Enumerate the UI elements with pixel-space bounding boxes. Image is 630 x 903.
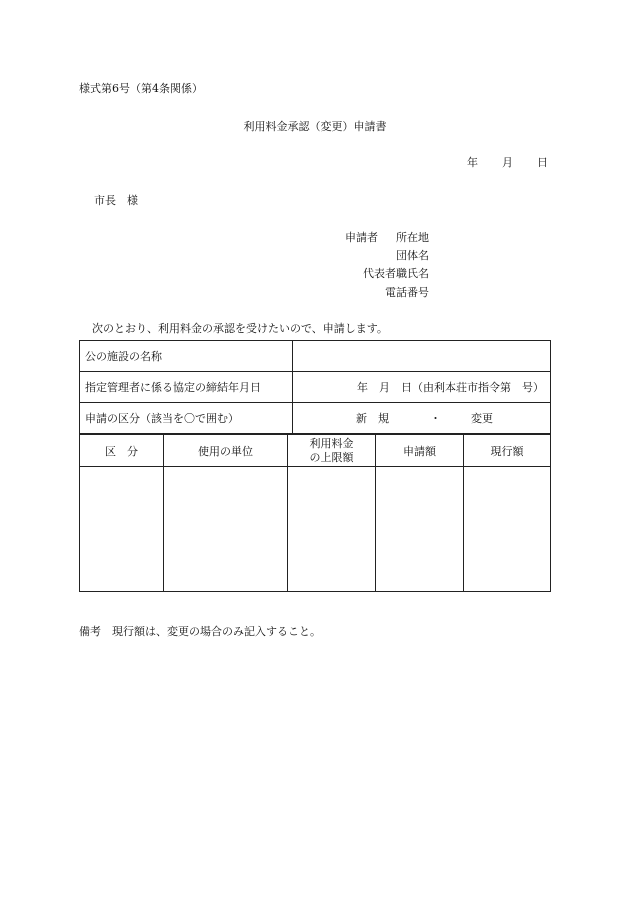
applicant-role-label: 申請者: [345, 231, 378, 244]
header-category: 区 分: [80, 434, 164, 467]
header-fee-upper-limit: [288, 434, 376, 467]
header-fee-upper-limit-line2: の上限額: [309, 450, 354, 464]
fee-table: [79, 433, 551, 592]
agreement-row: [80, 372, 551, 403]
category-cell[interactable]: [80, 467, 164, 592]
category-row: [80, 403, 551, 434]
category-option-change[interactable]: 変更: [471, 412, 493, 425]
facility-name-label: 公の施設の名称: [80, 341, 293, 372]
usage-unit-cell[interactable]: [164, 467, 288, 592]
fee-table-header-row: [80, 434, 551, 467]
application-category-field: [293, 403, 551, 434]
agreement-date-field[interactable]: 年 月 日（由利本荘市指令第 号）: [293, 372, 551, 403]
requested-amount-cell[interactable]: [376, 467, 464, 592]
category-separator: ・: [430, 412, 441, 425]
fee-upper-limit-cell[interactable]: [288, 467, 376, 592]
agreement-date-label: 指定管理者に係る協定の締結年月日: [80, 372, 293, 403]
header-usage-unit: 使用の単位: [164, 434, 288, 467]
date-month-label: 月: [502, 156, 513, 169]
applicant-organization-label: 団体名: [396, 249, 429, 262]
date-day-label: 日: [537, 156, 548, 169]
header-requested-amount: 申請額: [376, 434, 464, 467]
date-year-label: 年: [467, 156, 478, 169]
recipient: 市長 様: [94, 194, 138, 207]
applicant-phone-label: 電話番号: [385, 286, 429, 299]
facility-name-field[interactable]: [293, 341, 551, 372]
header-fee-upper-limit-line1: 利用料金: [309, 436, 354, 450]
fee-table-entry-row: [80, 467, 551, 592]
header-current-amount: 現行額: [464, 434, 551, 467]
category-option-new[interactable]: 新 規: [356, 412, 389, 425]
facility-row: [80, 341, 551, 372]
applicant-address-label: 所在地: [396, 231, 429, 244]
intro-text: 次のとおり、利用料金の承認を受けたいので、申請します。: [92, 322, 388, 335]
application-category-label: 申請の区分（該当を〇で囲む）: [80, 403, 293, 434]
form-number-label: 様式第6号（第4条関係）: [79, 82, 203, 95]
current-amount-cell[interactable]: [464, 467, 551, 592]
application-info-table: [79, 340, 551, 434]
remarks-note: 備考 現行額は、変更の場合のみ記入すること。: [79, 625, 321, 638]
document-title: 利用料金承認（変更）申請書: [243, 120, 387, 133]
applicant-representative-label: 代表者職氏名: [363, 267, 429, 280]
